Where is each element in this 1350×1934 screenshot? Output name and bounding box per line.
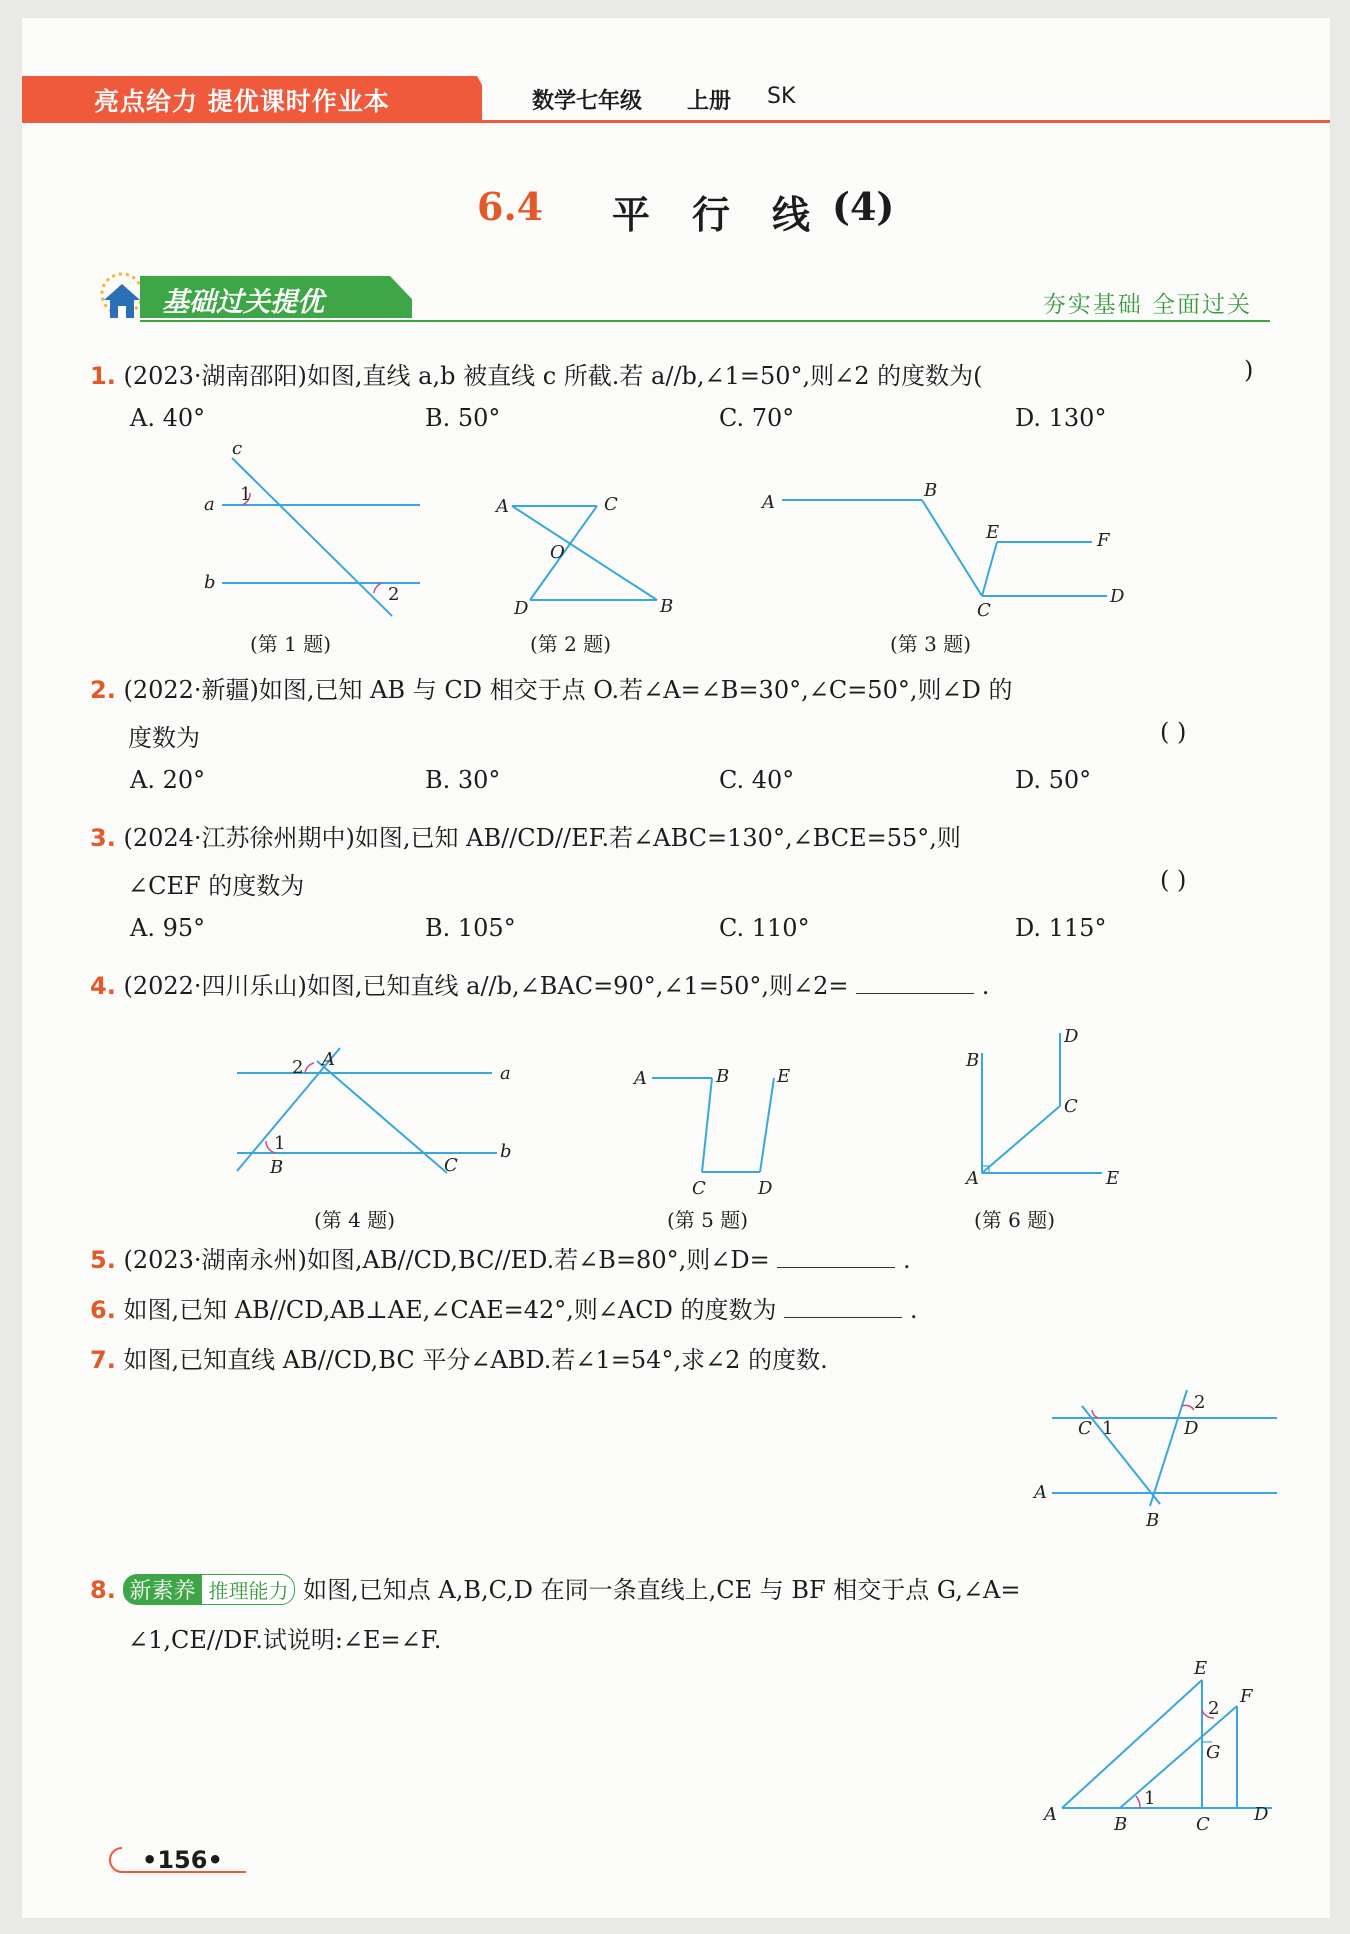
answer-paren: ( ) — [1160, 718, 1187, 746]
svg-text:A: A — [762, 492, 775, 513]
question-number: 8. — [90, 1576, 116, 1604]
figure-2-caption: (第 2 题) — [530, 632, 612, 656]
svg-text:D: D — [1254, 1804, 1269, 1825]
question-text: (2022·四川乐山)如图,已知直线 a//b,∠BAC=90°,∠1=50°,则∠2= — [123, 972, 849, 1000]
svg-text:a: a — [204, 494, 215, 515]
option-a: A. 95° — [130, 914, 206, 942]
figure-7 — [1022, 1378, 1292, 1538]
page-number: •156• — [142, 1846, 223, 1874]
svg-text:A: A — [966, 1168, 979, 1189]
header-volume: 上册 — [687, 89, 732, 114]
svg-text:b: b — [204, 572, 216, 593]
svg-text:B: B — [270, 1157, 284, 1178]
literacy-tag: 新素养 — [123, 1574, 201, 1605]
svg-text:C: C — [692, 1178, 706, 1198]
skill-tag: 推理能力 — [201, 1574, 295, 1605]
header-rule — [22, 120, 1330, 123]
svg-text:a: a — [500, 1063, 511, 1084]
svg-text:B: B — [966, 1050, 980, 1071]
question-4 — [90, 966, 989, 1001]
svg-text:2: 2 — [388, 584, 400, 605]
option-b: B. 30° — [425, 766, 501, 794]
svg-text:2: 2 — [1208, 1698, 1220, 1719]
question-number: 4. — [90, 972, 116, 1000]
svg-text:F: F — [1097, 530, 1110, 551]
svg-text:B: B — [1114, 1814, 1128, 1835]
figure-3-caption: (第 3 题) — [890, 632, 972, 656]
question-text: 如图,已知 AB//CD,AB⊥AE,∠CAE=42°,则∠ACD 的度数为 — [123, 1296, 777, 1324]
option-a: A. 20° — [130, 766, 206, 794]
question-number: 6. — [90, 1296, 116, 1324]
option-d: D. 50° — [1015, 766, 1092, 794]
svg-text:D: D — [514, 598, 529, 618]
question-number: 1. — [90, 362, 116, 390]
figure-6-caption: (第 6 题) — [974, 1208, 1056, 1232]
svg-text:B: B — [1146, 1510, 1160, 1531]
workbook-page — [22, 18, 1330, 1918]
svg-text:C: C — [977, 600, 991, 621]
answer-paren: ( ) — [1160, 866, 1187, 894]
svg-text:1: 1 — [1144, 1788, 1156, 1809]
figure-2 — [482, 488, 702, 618]
svg-text:O: O — [550, 542, 565, 563]
svg-text:A: A — [1044, 1804, 1057, 1825]
figure-1 — [182, 438, 442, 618]
page-title: 平行线 — [612, 192, 853, 237]
svg-text:B: B — [924, 480, 938, 501]
svg-text:E: E — [777, 1066, 791, 1087]
answer-blank[interactable] — [777, 1245, 895, 1268]
svg-text:B: B — [660, 596, 674, 617]
question-number: 2. — [90, 676, 116, 704]
question-8 — [90, 1570, 1020, 1605]
question-text: 如图,已知点 A,B,C,D 在同一条直线上,CE 与 BF 相交于点 G,∠A= — [303, 1576, 1021, 1604]
section-slogan: 夯实基础 全面过关 — [1042, 292, 1252, 318]
option-c: C. 110° — [719, 914, 810, 942]
svg-text:F: F — [1240, 1686, 1253, 1707]
question-end: . — [981, 972, 990, 1000]
section-title: 基础过关提优 — [162, 287, 324, 318]
question-1 — [90, 356, 983, 391]
option-c: C. 40° — [719, 766, 795, 794]
question-text: 如图,已知直线 AB//CD,BC 平分∠ABD.若∠1=54°,求∠2 的度数. — [123, 1346, 828, 1374]
svg-text:D: D — [1110, 586, 1125, 607]
svg-text:C: C — [444, 1155, 458, 1176]
svg-text:E: E — [986, 522, 1000, 543]
question-text: (2022·新疆)如图,已知 AB 与 CD 相交于点 O.若∠A=∠B=30°,∠C=50°,则∠D 的 — [123, 676, 1013, 704]
question-number: 5. — [90, 1246, 116, 1274]
svg-text:c: c — [232, 438, 243, 459]
section-number: 6.4 — [477, 184, 544, 229]
question-text: (2024·江苏徐州期中)如图,已知 AB//CD//EF.若∠ABC=130°,∠BCE=55°,则 — [123, 824, 961, 852]
svg-text:b: b — [500, 1141, 512, 1162]
option-b: B. 50° — [425, 404, 501, 432]
figure-3 — [752, 478, 1132, 623]
page-title-suffix: (4) — [832, 184, 895, 229]
question-2 — [90, 670, 1012, 705]
option-b: B. 105° — [425, 914, 516, 942]
svg-text:1: 1 — [274, 1133, 286, 1154]
section-rule — [140, 320, 1270, 322]
svg-text:D: D — [758, 1178, 773, 1198]
svg-text:C: C — [1064, 1096, 1078, 1117]
question-3 — [90, 818, 961, 853]
svg-text:E: E — [1106, 1168, 1120, 1189]
svg-text:D: D — [1064, 1026, 1079, 1047]
svg-text:A: A — [1034, 1482, 1047, 1503]
svg-text:G: G — [1206, 1742, 1221, 1763]
svg-text:A: A — [634, 1068, 647, 1089]
question-text: (2023·湖南邵阳)如图,直线 a,b 被直线 c 所截.若 a//b,∠1=50°,则∠2 的度数为( — [123, 362, 983, 390]
question-8-line-2: ∠1,CE//DF.试说明:∠E=∠F. — [128, 1626, 442, 1654]
svg-text:C: C — [1196, 1814, 1210, 1835]
question-2-line-2: 度数为 — [128, 724, 200, 752]
option-d: D. 115° — [1015, 914, 1107, 942]
question-number: 7. — [90, 1346, 116, 1374]
question-end: . — [902, 1246, 911, 1274]
option-d: D. 130° — [1015, 404, 1107, 432]
question-number: 3. — [90, 824, 116, 852]
figure-1-caption: (第 1 题) — [250, 632, 332, 656]
question-text: (2023·湖南永州)如图,AB//CD,BC//ED.若∠B=80°,则∠D= — [123, 1246, 770, 1274]
question-7 — [90, 1340, 828, 1375]
svg-text:A: A — [496, 496, 509, 517]
header-subject: 数学七年级 — [532, 89, 643, 114]
svg-text:A: A — [322, 1049, 335, 1070]
question-5 — [90, 1240, 911, 1275]
svg-text:D: D — [1184, 1418, 1199, 1439]
answer-blank[interactable] — [784, 1295, 902, 1318]
question-6 — [90, 1290, 917, 1325]
svg-text:1: 1 — [1102, 1418, 1114, 1439]
question-end: . — [909, 1296, 918, 1324]
figure-4 — [232, 1023, 522, 1193]
option-c: C. 70° — [719, 404, 795, 432]
figure-6 — [952, 1008, 1142, 1198]
svg-text:E: E — [1194, 1658, 1208, 1679]
answer-blank[interactable] — [856, 971, 974, 994]
header-banner-text: 亮点给力 提优课时作业本 — [94, 87, 390, 116]
svg-text:2: 2 — [292, 1057, 304, 1078]
svg-text:C: C — [604, 494, 618, 515]
question-3-line-2: ∠CEF 的度数为 — [128, 872, 305, 900]
svg-text:C: C — [1078, 1418, 1092, 1439]
svg-text:B: B — [716, 1066, 730, 1087]
option-a: A. 40° — [130, 404, 206, 432]
figure-5-caption: (第 5 题) — [667, 1208, 749, 1232]
header-edition: SK — [767, 84, 796, 109]
svg-text:2: 2 — [1194, 1392, 1206, 1413]
figure-4-caption: (第 4 题) — [314, 1208, 396, 1232]
svg-text:1: 1 — [240, 484, 252, 505]
answer-paren-close: ) — [1244, 356, 1254, 384]
figure-8 — [1032, 1658, 1302, 1838]
figure-5 — [622, 1048, 822, 1198]
